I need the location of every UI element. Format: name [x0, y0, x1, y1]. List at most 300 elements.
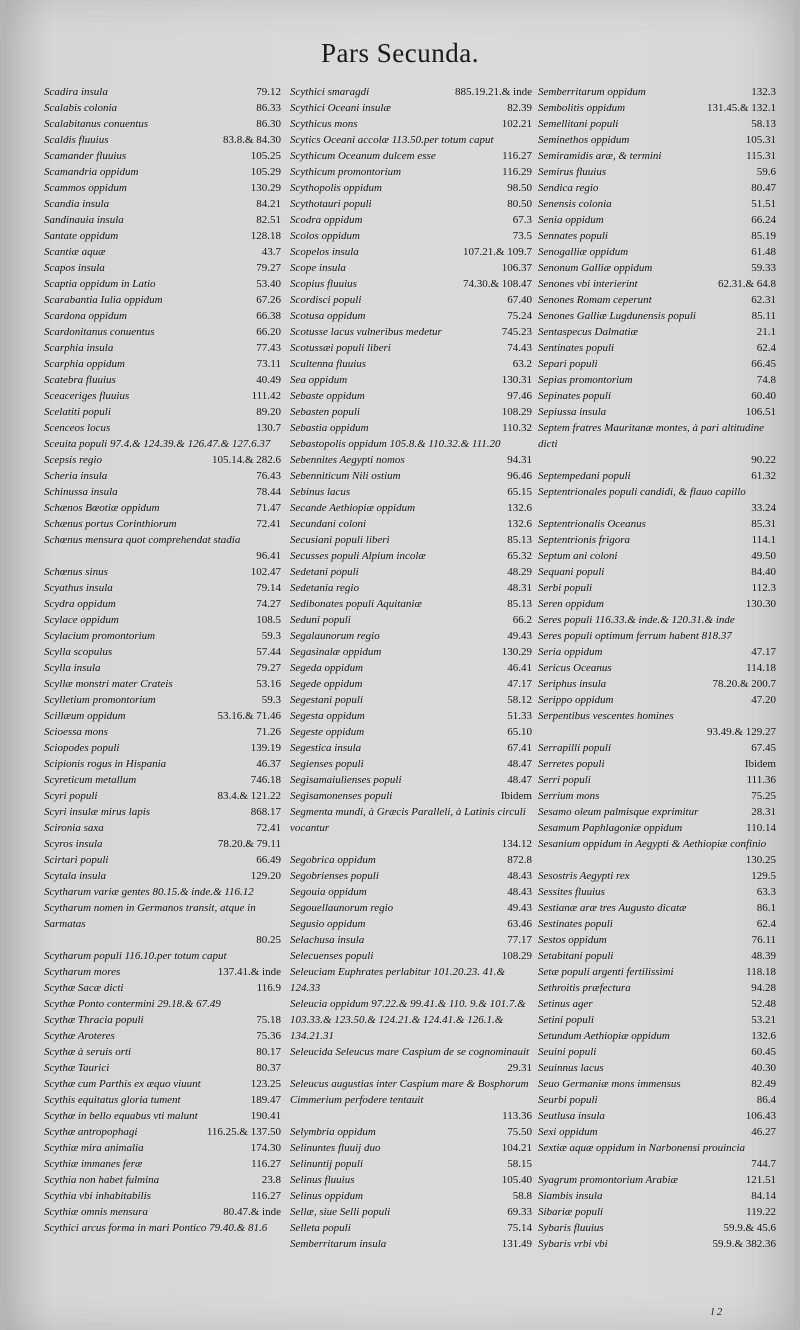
entry-term: Scultenna fluuius: [290, 358, 367, 370]
entry-reference: 190.41: [250, 1110, 281, 1122]
index-entry: [44, 1172, 281, 1188]
book-page: [6, 0, 794, 1330]
entry-term: Scyathus insula: [44, 582, 113, 594]
entry-term: Sestinates populi: [538, 918, 613, 930]
index-entry: [44, 436, 281, 452]
entry-term: Septentrionalis Oceanus: [538, 518, 646, 530]
entry-term: Serippo oppidum: [538, 694, 614, 706]
index-entry: [44, 564, 281, 580]
entry-term: Scipionis rogus in Hispania: [44, 758, 167, 770]
entry-term: Syagrum promontorium Arabiæ: [538, 1174, 678, 1186]
index-entry: [290, 516, 532, 532]
entry-reference: 67.41: [507, 742, 532, 754]
entry-term: Scopelos insula: [290, 246, 359, 258]
entry-term: Scalabis colonia: [44, 102, 118, 114]
index-entry: [44, 692, 281, 708]
entry-term: Segouia oppidum: [290, 886, 367, 898]
entry-reference: 111.36: [746, 774, 776, 786]
entry-term: Sesostris Aegypti rex: [538, 870, 630, 882]
entry-term: Seleucus augustias inter Caspium mare & Bosphorum Cimmerium perfodere tentauit: [290, 1078, 529, 1106]
index-entry: [290, 84, 532, 100]
index-entry: [44, 740, 281, 756]
entry-reference: 67.26: [256, 294, 281, 306]
entry-term: Seriphus insula: [538, 678, 607, 690]
index-entry: [290, 724, 532, 740]
entry-term: Scythicus mons: [290, 118, 358, 130]
entry-reference: 98.50: [507, 182, 532, 194]
entry-reference: 116.25.& 137.50: [206, 1126, 281, 1138]
index-entry: [290, 916, 532, 932]
entry-term: Seuini populi: [538, 1046, 597, 1058]
entry-reference: 65.32: [507, 550, 532, 562]
entry-reference: 46.27: [751, 1126, 776, 1138]
entry-reference: 63.46: [507, 918, 532, 930]
index-entry: [44, 324, 281, 340]
entry-reference: 97.46: [507, 390, 532, 402]
entry-reference: 130.25: [745, 854, 776, 866]
entry-reference: 102.47: [250, 566, 281, 578]
index-entry: [44, 84, 281, 100]
index-entry: [44, 276, 281, 292]
index-entry: [44, 644, 281, 660]
entry-term: Scythæ Taurici: [44, 1062, 110, 1074]
index-entry: [538, 692, 776, 708]
entry-reference: 84.21: [256, 198, 281, 210]
entry-term: Segasinalæ oppidum: [290, 646, 382, 658]
entry-reference: 59.3: [261, 694, 281, 706]
index-entry: [44, 836, 281, 852]
entry-term: Scytics Oceani accolæ 113.50.per totum caput: [290, 134, 494, 146]
index-entry: [538, 1140, 776, 1172]
index-entry: [538, 404, 776, 420]
index-entry: [538, 596, 776, 612]
entry-term: Sebaste oppidum: [290, 390, 365, 402]
index-entry: [538, 276, 776, 292]
entry-term: Scythiæ immanes feræ: [44, 1158, 143, 1170]
index-entry: [290, 484, 532, 500]
entry-term: Seria oppidum: [538, 646, 603, 658]
entry-term: Secusiani populi liberi: [290, 534, 390, 546]
entry-term: Scythicum Oceanum dulcem esse: [290, 150, 436, 162]
entry-reference: 58.13: [751, 118, 776, 130]
entry-term: Sellæ, siue Selli populi: [290, 1206, 391, 1218]
entry-term: Scaldis fluuius: [44, 134, 109, 146]
entry-term: Scotusse lacus vulneribus medetur: [290, 326, 442, 338]
entry-term: Sextiæ aquæ oppidum in Narbonensi prouincia: [538, 1142, 746, 1154]
index-entry: [538, 644, 776, 660]
index-entry: [538, 708, 776, 740]
entry-reference: 114.1: [751, 534, 776, 546]
entry-reference: 48.47: [507, 774, 532, 786]
entry-reference: 130.31: [501, 374, 532, 386]
index-entry: [44, 676, 281, 692]
entry-reference: 189.47: [250, 1094, 281, 1106]
index-entry: [44, 500, 281, 516]
entry-term: Segobrienses populi: [290, 870, 379, 882]
entry-reference: 61.48: [751, 246, 776, 258]
entry-reference: 139.19: [250, 742, 281, 754]
entry-reference: 85.19: [751, 230, 776, 242]
entry-reference: 79.12: [256, 86, 281, 98]
index-entry: [538, 740, 776, 756]
index-entry: [290, 100, 532, 116]
entry-term: Selecuenses populi: [290, 950, 374, 962]
entry-term: Segalaunorum regio: [290, 630, 380, 642]
entry-reference: 73.5: [512, 230, 532, 242]
entry-term: Scytharum mores: [44, 966, 121, 978]
entry-reference: 86.33: [256, 102, 281, 114]
entry-reference: 59.9.& 45.6: [723, 1222, 776, 1234]
entry-reference: 74.27: [256, 598, 281, 610]
entry-reference: 58.8: [512, 1190, 532, 1202]
entry-reference: 885.19.21.& inde: [455, 86, 532, 98]
index-entry: [290, 1124, 532, 1140]
entry-term: Scythæ antropophagi: [44, 1126, 138, 1138]
entry-term: Septempedani populi: [538, 470, 631, 482]
entry-term: Segede oppidum: [290, 678, 363, 690]
entry-reference: 134.12: [501, 838, 532, 850]
index-entry: [44, 1156, 281, 1172]
entry-reference: 119.22: [746, 1206, 776, 1218]
entry-term: Sentinates populi: [538, 342, 615, 354]
entry-term: Sepiussa insula: [538, 406, 607, 418]
entry-reference: 74.30.& 108.47: [462, 278, 532, 290]
index-entry: [44, 1124, 281, 1140]
entry-term: Scytala insula: [44, 870, 107, 882]
index-entry: [538, 532, 776, 548]
entry-reference: 47.17: [507, 678, 532, 690]
entry-reference: 53.16: [256, 678, 281, 690]
entry-term: Scythis equitatus gloria tument: [44, 1094, 181, 1106]
entry-reference: 84.14: [751, 1190, 776, 1202]
index-entry: [538, 180, 776, 196]
index-entry: [44, 452, 281, 468]
index-entry: [538, 484, 776, 516]
index-entry: [538, 468, 776, 484]
entry-term: Scythotauri populi: [290, 198, 372, 210]
entry-term: Scythiæ omnis mensura: [44, 1206, 148, 1218]
entry-term: Secande Aethiopiæ oppidum: [290, 502, 416, 514]
index-entry: [538, 1028, 776, 1044]
index-entry: [538, 884, 776, 900]
entry-term: Segobrica oppidum: [290, 854, 376, 866]
entry-reference: 746.18: [250, 774, 281, 786]
entry-term: Seminethos oppidum: [538, 134, 630, 146]
entry-term: Segouellaunorum regio: [290, 902, 394, 914]
index-entry: [538, 788, 776, 804]
index-entry: [538, 964, 776, 980]
entry-reference: 58.15: [507, 1158, 532, 1170]
index-entry: [538, 388, 776, 404]
entry-term: Scirtari populi: [44, 854, 109, 866]
index-entry: [538, 324, 776, 340]
index-entry: [290, 308, 532, 324]
entry-reference: 868.17: [250, 806, 281, 818]
index-entry: [290, 884, 532, 900]
signature-mark: l 2: [711, 1306, 723, 1318]
entry-term: Serpentibus vescentes homines: [538, 710, 674, 722]
entry-term: Scaptia oppidum in Latio: [44, 278, 156, 290]
index-entry: [538, 676, 776, 692]
index-entry: [44, 468, 281, 484]
index-entry: [44, 196, 281, 212]
entry-reference: 123.25: [250, 1078, 281, 1090]
index-column-1: [44, 84, 281, 1236]
index-entry: [290, 1044, 532, 1076]
entry-term: Sybaris fluuius: [538, 1222, 604, 1234]
entry-term: Sebinus lacus: [290, 486, 351, 498]
entry-term: Segeste oppidum: [290, 726, 365, 738]
entry-reference: 60.40: [751, 390, 776, 402]
entry-reference: 21.1: [756, 326, 776, 338]
entry-reference: 745.23: [501, 326, 532, 338]
entry-term: Segienses populi: [290, 758, 364, 770]
index-entry: [538, 900, 776, 916]
entry-term: Seduni populi: [290, 614, 351, 626]
entry-reference: 79.27: [256, 662, 281, 674]
entry-term: Sericus Oceanus: [538, 662, 612, 674]
index-entry: [290, 276, 532, 292]
entry-term: Sedibonates populi Aquitaniæ: [290, 598, 422, 610]
index-entry: [290, 1076, 532, 1124]
entry-reference: 59.6: [756, 166, 776, 178]
entry-term: Sciopodes populi: [44, 742, 120, 754]
entry-reference: 80.50: [507, 198, 532, 210]
index-entry: [538, 996, 776, 1012]
entry-term: Sembolitis oppidum: [538, 102, 626, 114]
entry-reference: 105.25: [250, 150, 281, 162]
entry-reference: 28.31: [751, 806, 776, 818]
entry-term: Scytharum populi 116.10.per totum caput: [44, 950, 227, 962]
entry-reference: 106.51: [745, 406, 776, 418]
entry-term: Semberritarum insula: [290, 1238, 387, 1250]
index-entry: [538, 1188, 776, 1204]
entry-term: Scarphia oppidum: [44, 358, 125, 370]
entry-term: Sebastopolis oppidum 105.8.& 110.32.& 111.20: [290, 438, 501, 450]
index-entry: [290, 1204, 532, 1220]
entry-reference: 49.43: [507, 630, 532, 642]
entry-term: Senones Romam ceperunt: [538, 294, 652, 306]
entry-reference: 48.43: [507, 870, 532, 882]
index-entry: [290, 212, 532, 228]
index-entry: [290, 548, 532, 564]
entry-term: Scyllæ monstri mater Crateis: [44, 678, 173, 690]
entry-term: Septentrionales populi candidi, & flauo capillo: [538, 486, 746, 498]
index-entry: [538, 1092, 776, 1108]
entry-reference: 79.27: [256, 262, 281, 274]
entry-reference: 89.20: [256, 406, 281, 418]
index-entry: [44, 516, 281, 532]
entry-reference: 74.43: [507, 342, 532, 354]
entry-term: Scammos oppidum: [44, 182, 127, 194]
entry-reference: 72.41: [256, 822, 281, 834]
entry-reference: 47.17: [751, 646, 776, 658]
entry-term: Seren oppidum: [538, 598, 604, 610]
entry-term: Sestos oppidum: [538, 934, 607, 946]
entry-reference: 59.33: [751, 262, 776, 274]
entry-reference: 67.40: [507, 294, 532, 306]
entry-term: Serbi populi: [538, 582, 593, 594]
entry-term: Scarabantia Iulia oppidum: [44, 294, 163, 306]
index-entry: [44, 820, 281, 836]
entry-reference: 47.20: [751, 694, 776, 706]
entry-reference: 78.44: [256, 486, 281, 498]
index-entry: [538, 916, 776, 932]
entry-term: Sandinauia insula: [44, 214, 124, 226]
entry-reference: 53.40: [256, 278, 281, 290]
entry-reference: 75.36: [256, 1030, 281, 1042]
entry-term: Scopius fluuius: [290, 278, 357, 290]
entry-reference: 130.7: [256, 422, 281, 434]
entry-term: Scylace oppidum: [44, 614, 119, 626]
entry-term: Scepsis regio: [44, 454, 102, 466]
index-entry: [290, 180, 532, 196]
index-entry: [44, 948, 281, 964]
index-entry: [44, 1060, 281, 1076]
index-entry: [538, 212, 776, 228]
entry-reference: 84.40: [751, 566, 776, 578]
entry-reference: 75.24: [507, 310, 532, 322]
entry-reference: 23.8: [261, 1174, 281, 1186]
entry-term: Scolos oppidum: [290, 230, 360, 242]
index-entry: [538, 1044, 776, 1060]
entry-term: Sequani populi: [538, 566, 605, 578]
entry-reference: 67.45: [751, 742, 776, 754]
entry-reference: 77.43: [256, 342, 281, 354]
entry-reference: 71.47: [256, 502, 281, 514]
entry-reference: 76.11: [751, 934, 776, 946]
entry-reference: 105.40: [501, 1174, 532, 1186]
entry-reference: 80.37: [256, 1062, 281, 1074]
entry-reference: 132.6: [751, 1030, 776, 1042]
entry-term: Scythæ Aroteres: [44, 1030, 115, 1042]
index-entry: [538, 196, 776, 212]
entry-reference: 52.48: [751, 998, 776, 1010]
index-entry: [538, 100, 776, 116]
index-entry: [290, 772, 532, 788]
entry-term: Sethroitis præfectura: [538, 982, 631, 994]
entry-term: Scythæ Thracia populi: [44, 1014, 144, 1026]
entry-reference: 86.30: [256, 118, 281, 130]
entry-term: Sepias promontorium: [538, 374, 633, 386]
index-entry: [44, 404, 281, 420]
entry-reference: Ibidem: [500, 790, 532, 802]
index-entry: [44, 868, 281, 884]
entry-reference: 46.41: [507, 662, 532, 674]
entry-reference: 82.39: [507, 102, 532, 114]
entry-reference: 96.46: [507, 470, 532, 482]
index-entry: [290, 564, 532, 580]
index-entry: [538, 516, 776, 532]
entry-reference: 131.49: [501, 1238, 532, 1250]
entry-reference: 51.33: [507, 710, 532, 722]
entry-term: Setinus ager: [538, 998, 593, 1010]
entry-term: Semellitani populi: [538, 118, 619, 130]
entry-term: Scylletium promontorium: [44, 694, 156, 706]
index-entry: [44, 212, 281, 228]
entry-term: Scythici arcus forma in mari Pontico 79.40.& 81.6: [44, 1222, 268, 1234]
entry-term: Serrium mons: [538, 790, 600, 802]
entry-term: Scapos insula: [44, 262, 105, 274]
index-entry: [538, 1172, 776, 1188]
index-entry: [538, 868, 776, 884]
entry-term: Sedetani populi: [290, 566, 359, 578]
entry-term: Selachusa insula: [290, 934, 365, 946]
entry-term: Scope insula: [290, 262, 346, 274]
entry-reference: 43.7: [261, 246, 281, 258]
index-entry: [290, 948, 532, 964]
entry-term: Scylla insula: [44, 662, 101, 674]
index-entry: [538, 340, 776, 356]
index-entry: [44, 1204, 281, 1220]
entry-reference: 105.14.& 282.6: [211, 454, 281, 466]
index-entry: [44, 1140, 281, 1156]
entry-term: Sentaspecus Dalmatiæ: [538, 326, 638, 338]
entry-reference: 104.21: [501, 1142, 532, 1154]
entry-reference: 107.21.& 109.7: [462, 246, 532, 258]
index-column-3: [538, 84, 776, 1252]
entry-reference: 75.50: [507, 1126, 532, 1138]
entry-term: Scadira insula: [44, 86, 108, 98]
index-entry: [290, 932, 532, 948]
index-entry: [538, 420, 776, 468]
entry-reference: 108.5: [256, 614, 281, 626]
entry-term: Segmenta mundi, à Græcis Paralleli, à Latinis circuli vocantur: [290, 806, 526, 834]
entry-reference: 129.5: [751, 870, 776, 882]
entry-reference: 29.31: [507, 1062, 532, 1074]
entry-reference: 66.49: [256, 854, 281, 866]
index-entry: [538, 1076, 776, 1092]
entry-reference: Ibidem: [744, 758, 776, 770]
entry-reference: 102.21: [501, 118, 532, 130]
entry-reference: 66.24: [751, 214, 776, 226]
entry-reference: 78.20.& 79.11: [217, 838, 281, 850]
index-entry: [290, 1140, 532, 1156]
index-entry: [290, 132, 532, 148]
entry-reference: 82.51: [256, 214, 281, 226]
index-entry: [44, 100, 281, 116]
entry-term: Secusses populi Alpium incolæ: [290, 550, 426, 562]
index-entry: [538, 292, 776, 308]
index-entry: [538, 116, 776, 132]
index-entry: [290, 420, 532, 436]
entry-term: Segesta oppidum: [290, 710, 365, 722]
entry-reference: 85.31: [751, 518, 776, 530]
entry-term: Schænos Bœotiæ oppidum: [44, 502, 160, 514]
entry-reference: 49.50: [751, 550, 776, 562]
index-entry: [290, 1188, 532, 1204]
entry-term: Semberritarum oppidum: [538, 86, 646, 98]
page-title: Pars Secunda.: [321, 38, 479, 68]
entry-reference: 115.31: [746, 150, 776, 162]
index-entry: [290, 708, 532, 724]
entry-reference: 116.27: [251, 1190, 281, 1202]
entry-term: Schœnus sinus: [44, 566, 108, 578]
entry-term: Senones Galliæ Lugdunensis populi: [538, 310, 696, 322]
index-entry: [290, 692, 532, 708]
entry-term: Sebastia oppidum: [290, 422, 369, 434]
index-entry: [44, 884, 281, 900]
entry-reference: 65.10: [507, 726, 532, 738]
entry-reference: 130.29: [501, 646, 532, 658]
entry-term: Scioessa mons: [44, 726, 108, 738]
index-entry: [44, 420, 281, 436]
index-entry: [44, 612, 281, 628]
entry-reference: 75.14: [507, 1222, 532, 1234]
entry-term: Scardona oppidum: [44, 310, 128, 322]
index-entry: [290, 644, 532, 660]
entry-term: Seleucia oppidum 97.22.& 99.41.& 110. 9.& 101.7.& 103.33.& 123.50.& 124.21.& 124.41.& 126.1.& 134.21.31: [290, 998, 526, 1042]
